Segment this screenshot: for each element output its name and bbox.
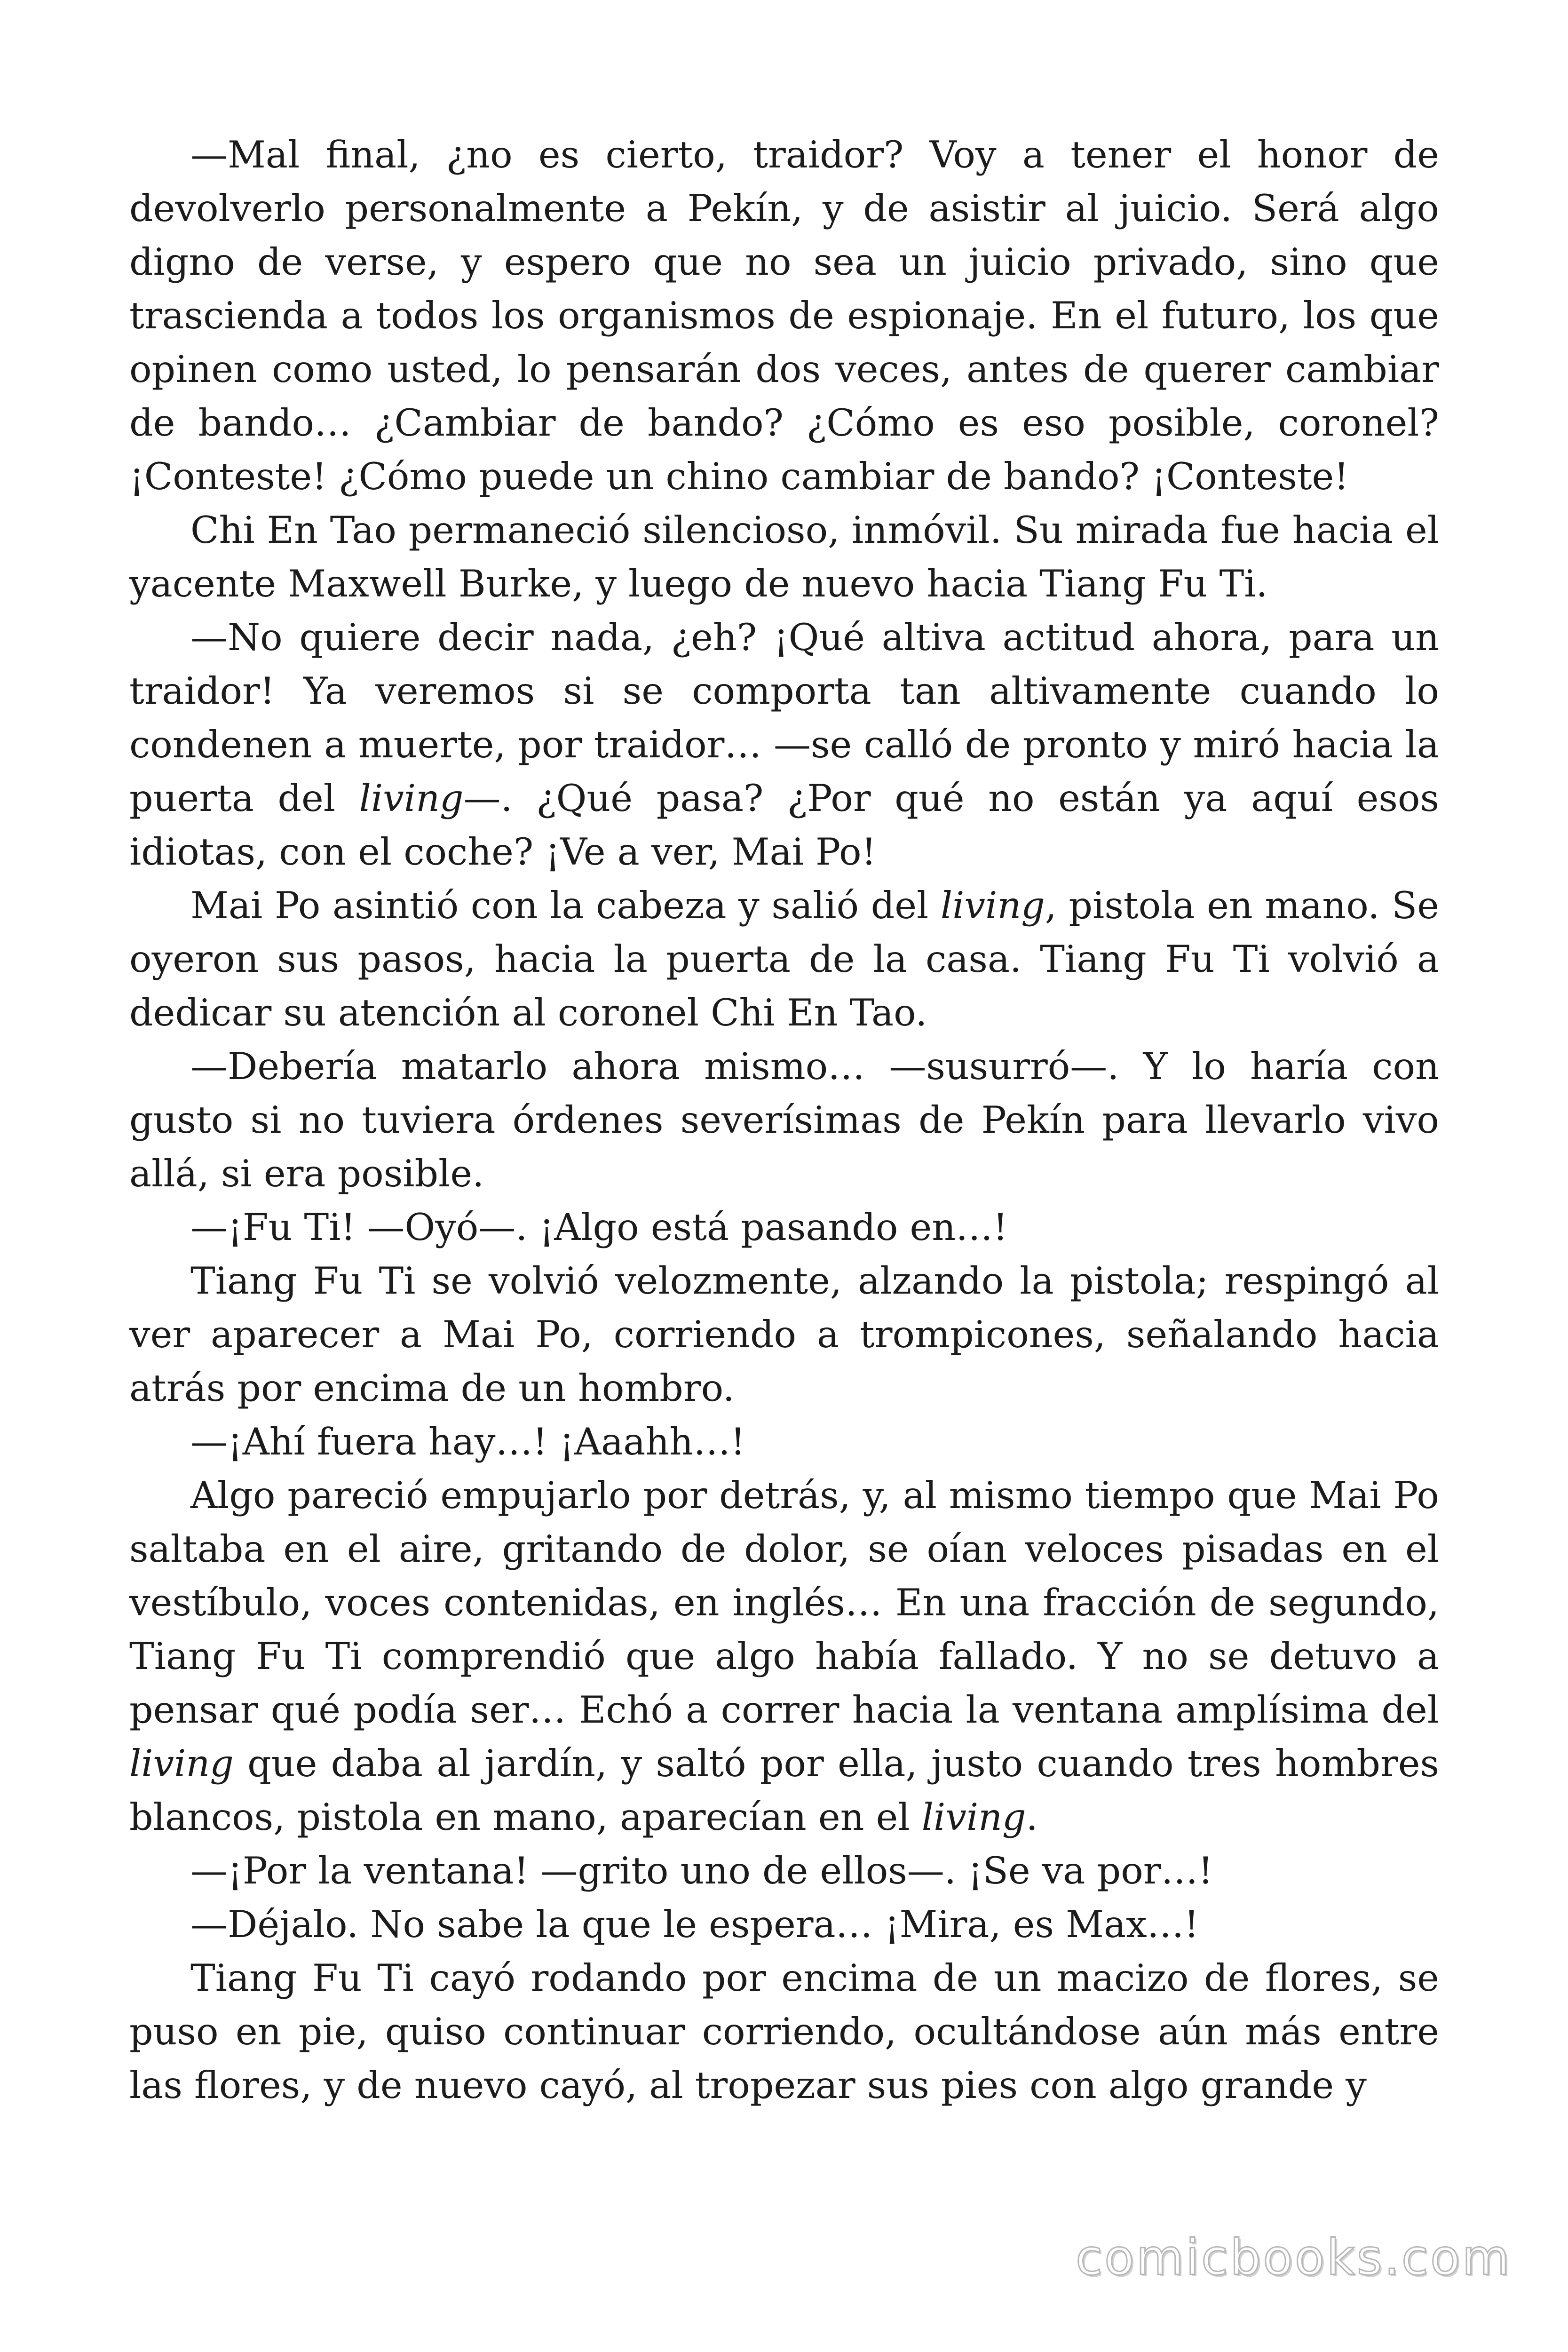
italic-word: living bbox=[359, 777, 464, 820]
paragraph: —Debería matarlo ahora mismo… —susurró—. Y lo haría con gusto si no tuviera órdenes severísimas de Pekín para llevarlo vivo allá, si era posible. bbox=[129, 1045, 1439, 1195]
paragraph bbox=[129, 879, 1439, 1040]
paragraph: —Mal final, ¿no es cierto, traidor? Voy a tener el honor de devolverlo personalmente a Pekín, y de asistir al juicio. Será algo digno de verse, y espero que no sea un juicio privado, sino que trascienda a todos los organismos de espionaje. En el futuro, los que opinen como usted, lo pensarán dos veces, antes de querer cambiar de bando… ¿Cambiar de bando? ¿Cómo es eso posible, coronel? ¡Conteste! ¿Cómo puede un chino cambiar de bando? ¡Conteste! bbox=[129, 133, 1439, 498]
paragraph-text: Algo pareció empujarlo por detrás, y, al mismo tiempo que Mai Po saltaba en el aire, gritando de dolor, se oían veloces pisadas en el vestíbulo, voces contenidas, en inglés… En una fracción de segundo, Tiang Fu Ti comprendió que algo había fallado. Y no se detuvo a pensar qué podía ser… Echó a correr hacia la ventana amplísima del bbox=[129, 1474, 1439, 1732]
italic-word: living bbox=[129, 1742, 234, 1785]
paragraph-text: , pistola en mano. Se oyeron sus pasos, hacia la puerta de la casa. Tiang Fu Ti volvió a dedicar su atención al coronel Chi En Tao. bbox=[129, 884, 1440, 1034]
paragraph: —Déjalo. No sabe la que le espera… ¡Mira, es Max…! bbox=[190, 1903, 1199, 1946]
paragraph: —¡Ahí fuera hay…! ¡Aaahh…! bbox=[190, 1420, 745, 1463]
paragraph-text: que daba al jardín, y saltó por ella, justo cuando tres hombres blancos, pistola en mano, aparecían en el bbox=[129, 1742, 1439, 1839]
paragraph: —¡Fu Ti! —Oyó—. ¡Algo está pasando en…! bbox=[190, 1206, 1008, 1249]
paragraph-text: . bbox=[1026, 1796, 1038, 1839]
paragraph-text: —. ¿Qué pasa? ¿Por qué no están ya aquí esos idiotas, con el coche? ¡Ve a ver, Mai Po! bbox=[129, 777, 1440, 874]
italic-word: living bbox=[921, 1796, 1026, 1839]
paragraph: Chi En Tao permaneció silencioso, inmóvil. Su mirada fue hacia el yacente Maxwell Burke, y luego de nuevo hacia Tiang Fu Ti. bbox=[129, 509, 1439, 605]
paragraph: Tiang Fu Ti cayó rodando por encima de un macizo de flores, se puso en pie, quiso continuar corriendo, ocultándose aún más entre las flores, y de nuevo cayó, al tropezar sus pies con algo grande y bbox=[129, 1956, 1439, 2107]
paragraph: —¡Por la ventana! —grito uno de ellos—. ¡Se va por…! bbox=[190, 1849, 1213, 1892]
paragraph-text: —No quiere decir nada, ¿eh? ¡Qué altiva actitud ahora, para un traidor! Ya veremos si se comporta tan altivamente cuando lo condenen a muerte, por traidor… —se calló de pronto y miró hacia la puerta del bbox=[129, 616, 1439, 820]
paragraph-text: Mai Po asintió con la cabeza y salió del bbox=[190, 884, 941, 927]
page-body bbox=[129, 128, 1439, 2112]
paragraph bbox=[129, 611, 1439, 879]
paragraph bbox=[129, 1469, 1439, 1844]
watermark: comicbooks.com bbox=[1075, 2229, 1512, 2286]
paragraph: Tiang Fu Ti se volvió velozmente, alzando la pistola; respingó al ver aparecer a Mai Po, corriendo a trompicones, señalando hacia atrás por encima de un hombro. bbox=[129, 1259, 1439, 1410]
italic-word: living bbox=[940, 884, 1045, 927]
